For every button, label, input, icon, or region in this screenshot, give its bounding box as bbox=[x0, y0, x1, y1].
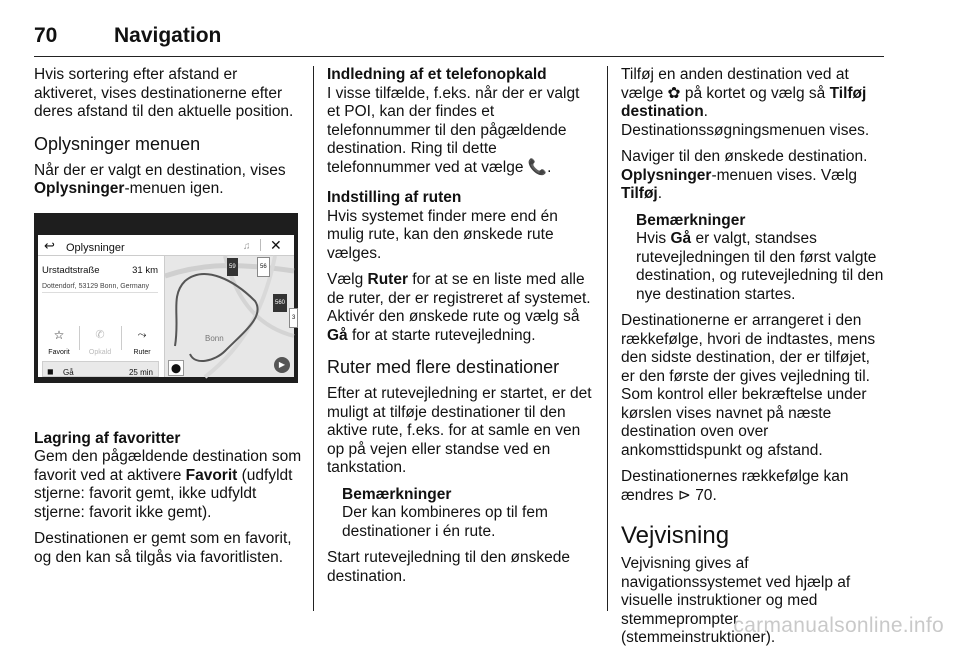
route-icon: ⤳ bbox=[137, 328, 147, 341]
phone-icon: ✆ bbox=[95, 328, 105, 341]
info-menu-screenshot bbox=[34, 213, 298, 383]
paragraph: I visse tilfælde, f.eks. når der er valgt et POI, kan der findes et telefonnummer til den pågældende destination. Ring til dette telefonnummer ved at vælge 📞. bbox=[327, 84, 580, 176]
favorite-button[interactable] bbox=[44, 326, 74, 354]
paragraph: Destinationen er gemt som en favorit, og den kan så tilgås via favoritlisten. bbox=[34, 530, 292, 566]
paragraph: Start rutevejledning til den ønskede destination. bbox=[327, 549, 570, 585]
close-icon[interactable]: ✕ bbox=[270, 236, 282, 253]
favorite-label: Favorit bbox=[48, 349, 70, 356]
road-shield: 3 bbox=[289, 308, 298, 329]
subheading: Indstilling af ruten bbox=[327, 189, 462, 206]
call-button[interactable] bbox=[82, 326, 118, 354]
button-separator bbox=[79, 326, 80, 350]
gear-icon: ✿ bbox=[667, 84, 681, 102]
subheading: Lagring af favoritter bbox=[34, 429, 181, 447]
paragraph: Efter at rutevejledning er startet, er det muligt at tilføje destinationer til den aktive rute, f.eks. for at samle en ven op på vejen eller standse ved en tankstation. bbox=[327, 385, 592, 476]
routes-label: Ruter bbox=[133, 349, 151, 356]
page-title: Navigation bbox=[114, 24, 222, 47]
start-guidance-button[interactable] bbox=[274, 357, 290, 373]
music-note-icon[interactable]: ♫ bbox=[243, 240, 251, 252]
column-1 bbox=[34, 66, 302, 575]
phone-icon: 📞 bbox=[527, 158, 548, 176]
go-label: Gå bbox=[63, 367, 74, 377]
paragraph: Destinationerne er arrangeret i den rækkefølge, hvori de indtastes, mens den sidste destination, der er tilføjet, er den første der gives vejledning til. Som kontrol eller bekræftelse under kørslen vises navnet på næste destination oven over ankomsttidspunkt og afstand. bbox=[621, 312, 876, 459]
street-name: Urstadtstraße bbox=[42, 264, 100, 276]
paragraph: Naviger til den ønskede destination. Oplysninger-menuen vises. Vælg Tilføj. bbox=[621, 148, 868, 202]
play-icon: ▶ bbox=[278, 359, 286, 369]
paragraph: Tilføj en anden destination ved at vælge ✿ på kortet og vælg så Tilføj destination. Destinationssøgningsmenuen vises. bbox=[621, 66, 870, 139]
road-shield: 59 bbox=[227, 258, 238, 277]
back-arrow-icon[interactable]: ↩ bbox=[44, 237, 55, 253]
screen bbox=[38, 235, 294, 377]
distance: 31 km bbox=[132, 264, 158, 276]
chapter-heading: Vejvisning bbox=[621, 522, 730, 549]
watermark: carmanualsonline.info bbox=[733, 614, 944, 637]
subheading: Indledning af et telefonopkald bbox=[327, 66, 547, 83]
road-shield: 560 bbox=[273, 294, 287, 313]
paragraph: Gem den pågældende destination som favorit ved at aktivere Favorit (udfyldt stjerne: favorit gemt, ikke udfyldt stjerne: favorit ikke gemt). bbox=[34, 448, 302, 521]
button-separator bbox=[121, 326, 122, 350]
go-button[interactable] bbox=[42, 361, 159, 377]
paragraph: Destinationernes rækkefølge kan ændres ⊳ 70. bbox=[621, 468, 849, 504]
note-title: Bemærkninger bbox=[636, 211, 746, 229]
routes-button[interactable] bbox=[124, 326, 160, 354]
section-heading: Oplysninger menuen bbox=[34, 133, 201, 154]
star-outline-icon: ☆ bbox=[53, 327, 65, 342]
page-header bbox=[34, 22, 884, 57]
paragraph: Når der er valgt en destination, vises Oplysninger-menuen igen. bbox=[34, 161, 286, 197]
car-icon: ◼ bbox=[47, 366, 54, 376]
screen-title: Oplysninger bbox=[66, 241, 125, 254]
page-reference[interactable]: 70 bbox=[695, 486, 713, 504]
column-divider bbox=[313, 66, 314, 611]
location-pin-icon: ⬤ bbox=[170, 362, 182, 373]
road-shield: 56 bbox=[257, 257, 270, 278]
call-label: Opkald bbox=[88, 349, 112, 356]
header-separator bbox=[260, 239, 261, 251]
paragraph: Hvis sortering efter afstand er aktiveret, vises destinationerne efter deres afstand til den aktuelle position. bbox=[34, 66, 294, 120]
section-heading: Ruter med flere destinationer bbox=[327, 357, 560, 377]
map-view[interactable] bbox=[165, 256, 294, 377]
location-pin-button[interactable] bbox=[168, 360, 184, 376]
note-block bbox=[342, 486, 592, 542]
page-number: 70 bbox=[34, 24, 58, 47]
column-2 bbox=[327, 66, 592, 594]
screen-header bbox=[38, 235, 294, 256]
column-divider bbox=[607, 66, 608, 611]
note-block: Bemærkninger Hvis Gå er valgt, standses rutevejledningen til den først valgte destination, og rutevejledning til den nye destination startes. bbox=[636, 212, 886, 305]
address: Dottendorf, 53129 Bonn, Germany bbox=[42, 282, 150, 290]
go-time: 25 min bbox=[128, 367, 153, 377]
page-reference-icon: ⊳ bbox=[677, 486, 691, 504]
paragraph: Vælg Ruter for at se en liste med alle de ruter, der er registreret af systemet. Aktivér den ønskede rute og vælg så Gå for at starte rutevejledning. bbox=[327, 271, 591, 344]
note-title: Bemærkninger bbox=[342, 485, 452, 503]
note-text: Der kan kombineres op til fem destinationer i én rute. bbox=[342, 504, 548, 540]
destination-info-panel bbox=[38, 256, 165, 377]
info-divider bbox=[42, 292, 158, 293]
column-3 bbox=[621, 66, 886, 656]
map-city-label: Bonn bbox=[205, 333, 224, 343]
paragraph: Hvis systemet finder mere end én mulig rute, kan den ønskede rute vælges. bbox=[327, 207, 558, 262]
paragraph: Vejvisning gives af navigationssystemet ved hjælp af visuelle instruktioner og med stemmeprompter (stemmeinstruktioner). bbox=[621, 555, 851, 646]
